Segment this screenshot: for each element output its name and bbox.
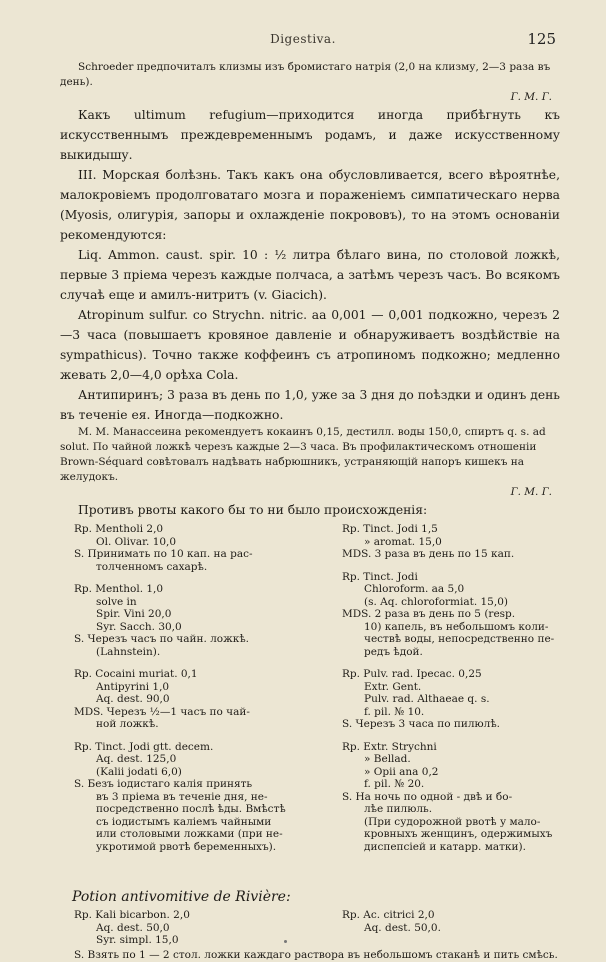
recipe-line: диспепсіей и катарр. матки). xyxy=(364,840,526,853)
recipe-heading: Rp. Tinct. Jodi 1,5 xyxy=(342,523,438,535)
recipe-line: Chloroform. aa 5,0 xyxy=(364,583,465,595)
recipe-line: укротимой рвотѣ беременныхъ). xyxy=(96,840,277,853)
recipes-right-column xyxy=(342,523,582,863)
page-body xyxy=(60,60,560,962)
paragraph-vomiting-intro: Противъ рвоты какого бы то ни было происхожденія: xyxy=(78,503,428,517)
recipe-line: Extr. Gent. xyxy=(364,680,422,693)
recipe-line: Syr. Sacch. 30,0 xyxy=(96,620,182,633)
recipe-line: MDS. 2 раза въ день по 5 (resp. xyxy=(342,608,516,620)
recipe-line: f. pil. № 20. xyxy=(364,778,425,790)
recipe-heading: Rp. Pulv. rad. Ipecac. 0,25 xyxy=(342,668,482,680)
recipe-line: Aq. dest. 50,0. xyxy=(364,921,441,934)
recipe-line: Aq. dest. 125,0 xyxy=(96,753,177,765)
recipe-line: MDS. Черезъ ½—1 часъ по чай- xyxy=(74,705,250,718)
recipe-heading: Rp. Ac. citrici 2,0 xyxy=(342,909,435,921)
recipe-line: (При судорожной рвотѣ у мало- xyxy=(364,815,541,828)
recipe-heading: Rp. Tinct. Jodi xyxy=(342,570,418,583)
recipe xyxy=(74,741,314,854)
recipe-line: 10) капель, въ небольшомъ коли- xyxy=(364,620,549,633)
paragraph-liq-ammon: Liq. Ammon. caust. spir. 10 : ½ литра бѣлаго вина, по столовой ложкѣ, первые 3 пріема черезъ каждые полчаса, а затѣмъ черезъ часъ. Во всякомъ случаѣ еще и амилъ-нитритъ (v. Giacich). xyxy=(60,248,560,302)
recipe-heading: Rp. Mentholi 2,0 xyxy=(74,523,164,535)
recipe xyxy=(342,523,582,561)
recipe-line: посредственно послѣ ѣды. Вмѣстѣ xyxy=(96,803,286,815)
recipe-line: S. Безъ іодистаго калія принять xyxy=(74,778,253,790)
recipe-heading: Rp. Kali bicarbon. 2,0 xyxy=(74,909,190,921)
recipe xyxy=(342,668,582,731)
recipe-line: » Opii ana 0,2 xyxy=(364,765,439,778)
recipe-line: S. Черезъ часъ по чайн. ложкѣ. xyxy=(74,633,250,645)
recipe-line: f. pil. № 10. xyxy=(364,705,425,718)
recipe-line: Ol. Olivar. 10,0 xyxy=(96,535,177,548)
recipe-line: или столовыми ложками (при не- xyxy=(96,828,283,840)
potion-left-column xyxy=(74,909,314,947)
paragraph-ultimum-refugium: Какъ ultimum refugium—приходится иногда прибѣгнуть къ искусственнымъ преждевременнымъ родамъ, и даже искусственному выкидышу. xyxy=(60,108,560,162)
recipe-line: solve in xyxy=(96,595,137,608)
recipe-line: толченномъ сахарѣ. xyxy=(96,560,208,573)
recipe-line: » aromat. 15,0 xyxy=(364,535,442,548)
recipe xyxy=(342,741,582,854)
recipe-line: Aq. dest. 90,0 xyxy=(96,693,170,705)
page-number: 125 xyxy=(527,30,556,48)
paragraph-antipyrin: Антипиринъ; 3 раза въ день по 1,0, уже за 3 дня до поѣздки и одинъ день въ теченіе ея. Иногда—подкожно. xyxy=(60,388,560,422)
recipe-line: (Kalii jodati 6,0) xyxy=(96,765,182,778)
recipe-heading: Rp. Extr. Strychni xyxy=(342,740,437,753)
recipe-heading: Rp. Menthol. 1,0 xyxy=(74,583,164,595)
potion-recipes xyxy=(60,909,560,949)
recipe-line: Aq. dest. 50,0 xyxy=(96,921,170,934)
recipe-line: лѣе пилюль. xyxy=(364,803,433,815)
recipe-line: S. На ночь по одной - двѣ и бо- xyxy=(342,790,513,803)
recipe-line: редъ ѣдой. xyxy=(364,645,423,658)
recipe-line: чествѣ воды, непосредственно пе- xyxy=(364,633,555,645)
recipe-heading: Rp. Tinct. Jodi gtt. decem. xyxy=(74,740,214,753)
recipe-line: Pulv. rad. Althaeae q. s. xyxy=(364,693,490,705)
potion-right-column xyxy=(342,909,582,934)
recipes-left-column xyxy=(74,523,314,863)
recipe-line: » Bellad. xyxy=(364,753,411,765)
potion-title: Potion antivomitive de Rivière: xyxy=(72,889,291,905)
running-title: Digestiva. xyxy=(270,32,336,46)
recipes-grid xyxy=(60,523,560,881)
recipe xyxy=(74,583,314,658)
recipe-line: въ 3 пріема въ теченіе дня, не- xyxy=(96,790,268,803)
page-header xyxy=(0,32,606,52)
signature: Г. М. Г. xyxy=(510,91,552,103)
recipe-line: S. Черезъ 3 часа по пилюлѣ. xyxy=(342,718,501,730)
recipe xyxy=(342,571,582,659)
recipe-line: Antipyrini 1,0 xyxy=(96,680,170,693)
paragraph-atropinum: Atropinum sulfur. со Strychn. nitric. aa 0,001 — 0,001 подкожно, черезъ 2—3 часа (повышаетъ кровяное давленіе и обнаруживаетъ воздѣйствіе на sympathicus). Точно также коффеинъ съ атропиномъ подкожно; медленно жевать 2,0—4,0 орѣха Cola. xyxy=(60,308,560,382)
recipe xyxy=(74,668,314,731)
recipe-line: (Lahnstein). xyxy=(96,645,161,658)
recipe-line: кровныхъ женщинъ, одержимыхъ xyxy=(364,828,553,840)
paragraph-sea-sickness: III. Морская болѣзнь. Такъ какъ она обусловливается, всего вѣроятнѣе, малокровіемъ продолговатаго мозга и пораженіемъ симпатическаго нерва (Myosis, олигурія, запоры и охлажденіе покрововъ), то на этомъ основаніи рекомендуются: xyxy=(60,168,560,242)
signature: Г. М. Г. xyxy=(510,486,552,498)
recipe-heading: Rp. Cocaini muriat. 0,1 xyxy=(74,668,198,680)
page-mark xyxy=(284,940,287,943)
paragraph-manasseina: М. М. Манассеина рекомендуетъ кокаинъ 0,15, дестилл. воды 150,0, спиртъ q. s. ad solut. По чайной ложкѣ черезъ каждые 2—3 часа. Въ профилактическомъ отношеніи Brown-Séquard совѣтовалъ надѣвать набрюшникъ, устраняющій напоръ кишекъ на желудокъ. xyxy=(60,426,546,483)
paragraph-schroeder: Schroeder предпочиталъ клизмы изъ бромистаго натрія (2,0 на клизму, 2—3 раза въ день). xyxy=(60,61,551,88)
recipe-line: ной ложкѣ. xyxy=(96,718,159,730)
recipe-line: S. Принимать по 10 кап. на рас- xyxy=(74,548,253,560)
recipe xyxy=(74,523,314,573)
recipe-line: съ іодистымъ каліемъ чайными xyxy=(96,815,272,828)
recipe-line: (s. Aq. chloroformiat. 15,0) xyxy=(364,595,508,608)
recipe-line: Spir. Vini 20,0 xyxy=(96,608,172,620)
potion-instructions: S. Взять по 1 — 2 стол. ложки каждаго раствора въ небольшомъ стаканѣ и пить смѣсь. xyxy=(74,949,558,961)
recipe-line: MDS. 3 раза въ день по 15 кап. xyxy=(342,548,515,560)
recipe-line: Syr. simpl. 15,0 xyxy=(96,934,179,946)
